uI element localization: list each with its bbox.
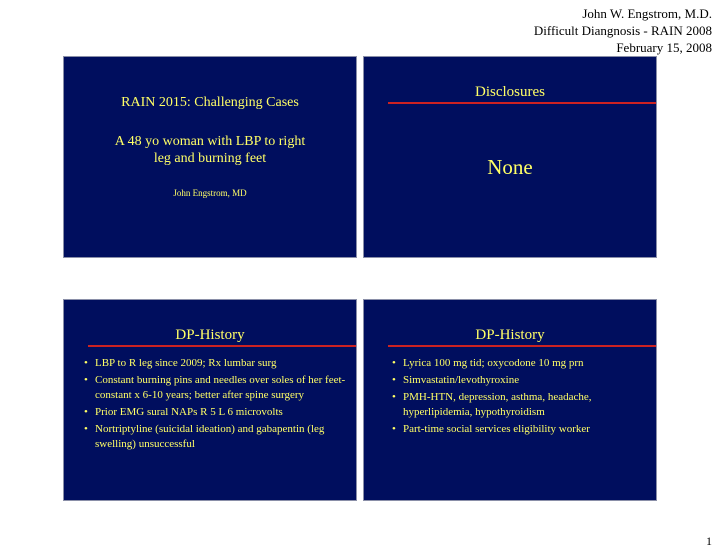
slide-author: John Engstrom, MD — [173, 188, 247, 198]
slide-history-1 — [63, 299, 357, 501]
bullet-item: • LBP to R leg since 2009; Rx lumbar surg — [84, 356, 348, 371]
slide-history-2 — [363, 299, 657, 501]
subtitle-line: A 48 yo woman with LBP to right — [114, 134, 306, 149]
header-event: Difficult Diangnosis - RAIN 2008 — [533, 23, 712, 38]
bullet-item: • Lyrica 100 mg tid; oxycodone 10 mg prn — [392, 356, 648, 371]
bullet-item: • Nortriptyline (suicidal ideation) and gabapentin (leg swelling) unsuccessful — [84, 422, 348, 452]
bullet-list — [392, 356, 648, 439]
slide-disclosures — [363, 56, 657, 258]
header-author: John W. Engstrom, M.D. — [582, 6, 712, 21]
bullet-item: • Constant burning pins and needles over soles of her feet-constant x 6-10 years; better after spine surgery — [84, 373, 348, 403]
page-number: 1 — [706, 534, 712, 548]
bullet-item: • Part-time social services eligibility worker — [392, 422, 648, 437]
slide-body: None — [487, 155, 533, 179]
bullet-item: • PMH-HTN, depression, asthma, headache, hyperlipidemia, hypothyroidism — [392, 390, 648, 420]
header-date: February 15, 2008 — [616, 40, 712, 55]
slide-title: DP-History — [175, 327, 245, 343]
slide-title-card — [63, 56, 357, 258]
slide-title: RAIN 2015: Challenging Cases — [121, 95, 299, 110]
title-divider — [388, 102, 656, 104]
title-divider — [388, 345, 656, 347]
slide-title: Disclosures — [475, 84, 545, 100]
bullet-item: • Prior EMG sural NAPs R 5 L 6 microvolts — [84, 405, 348, 420]
slide-title: DP-History — [475, 327, 545, 343]
handout-header — [534, 5, 712, 56]
bullet-item: • Simvastatin/levothyroxine — [392, 373, 648, 388]
slide-subtitle — [64, 133, 356, 167]
title-divider — [88, 345, 356, 347]
bullet-list — [84, 356, 348, 454]
subtitle-line: leg and burning feet — [153, 151, 267, 166]
